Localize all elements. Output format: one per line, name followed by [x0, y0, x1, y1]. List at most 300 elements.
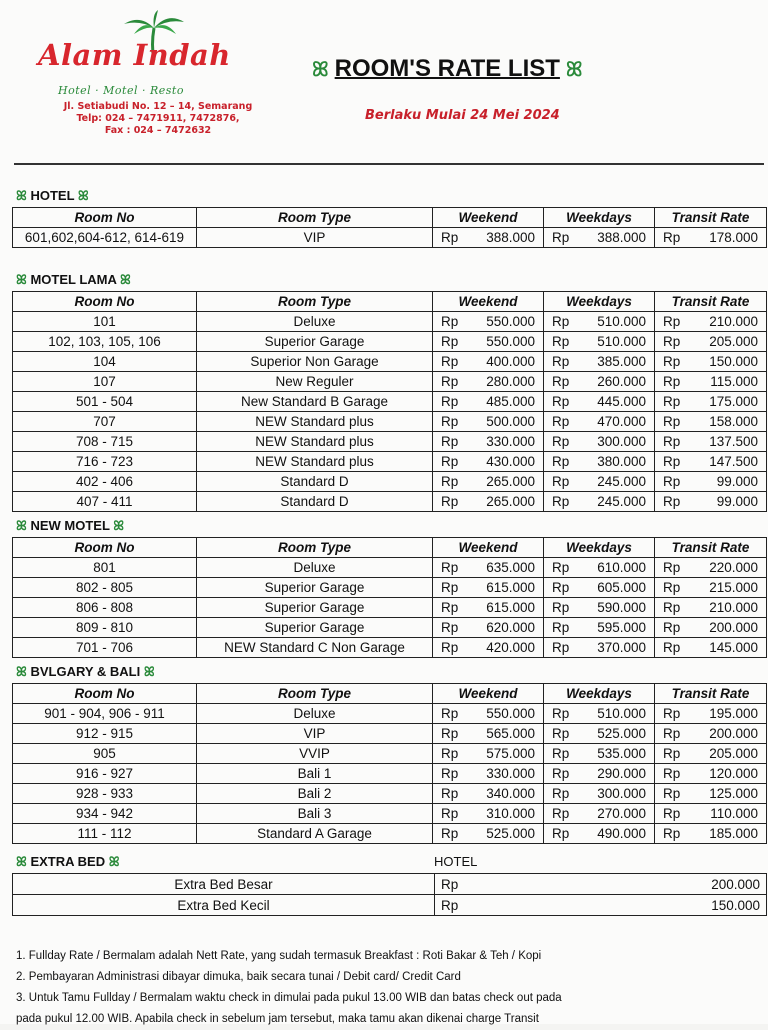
rate-transit	[655, 824, 767, 844]
rate-weekend	[433, 638, 544, 658]
rate-weekend	[433, 452, 544, 472]
ornament-icon: ꕤ	[16, 664, 27, 679]
table-header-row	[13, 684, 767, 704]
ornament-icon: ꕤ	[120, 272, 131, 287]
rate-transit	[655, 598, 767, 618]
rate-weekdays	[544, 432, 655, 452]
rate-weekend	[433, 558, 544, 578]
room-no: 701 - 706	[13, 638, 197, 658]
currency: Rp	[441, 726, 459, 741]
rate-weekend	[433, 352, 544, 372]
currency: Rp	[441, 354, 459, 369]
room-no: 111 - 112	[13, 824, 197, 844]
extra-bed-label: Extra Bed Kecil	[13, 895, 435, 916]
currency: Rp	[441, 334, 459, 349]
rate-weekend	[433, 578, 544, 598]
room-no: 802 - 805	[13, 578, 197, 598]
column-header: Room Type	[197, 292, 433, 312]
price-value: 150.000	[711, 897, 760, 913]
extra-bed-label: Extra Bed Besar	[13, 874, 435, 895]
room-no: 407 - 411	[13, 492, 197, 512]
room-type: VVIP	[197, 744, 433, 764]
ornament-icon: ꕤ	[16, 188, 27, 203]
rate-weekdays	[544, 724, 655, 744]
section-title	[16, 518, 124, 534]
price-value: 615.000	[486, 580, 535, 595]
rate-transit	[655, 784, 767, 804]
price-value: 300.000	[597, 434, 646, 449]
table-row	[13, 764, 767, 784]
rate-transit	[655, 618, 767, 638]
price-value: 210.000	[709, 600, 758, 615]
column-header: Weekdays	[544, 292, 655, 312]
price-value: 385.000	[597, 354, 646, 369]
currency: Rp	[441, 394, 459, 409]
price-value: 265.000	[486, 474, 535, 489]
rate-weekdays	[544, 228, 655, 248]
room-no: 716 - 723	[13, 452, 197, 472]
section-name: MOTEL LAMA	[30, 272, 117, 287]
price-value: 290.000	[597, 766, 646, 781]
note-line: 3. Untuk Tamu Fullday / Bermalam waktu check in dimulai pada pukul 13.00 WIB dan batas check out pada	[16, 992, 562, 1004]
extra-bed-price	[435, 874, 767, 895]
price-value: 525.000	[597, 726, 646, 741]
rate-weekend	[433, 724, 544, 744]
rate-transit	[655, 392, 767, 412]
rate-weekdays	[544, 578, 655, 598]
room-type: Superior Garage	[197, 578, 433, 598]
rate-transit	[655, 352, 767, 372]
currency: Rp	[663, 474, 681, 489]
room-no: 107	[13, 372, 197, 392]
price-value: 490.000	[597, 826, 646, 841]
currency: Rp	[552, 806, 570, 821]
currency: Rp	[552, 746, 570, 761]
column-header: Weekend	[433, 208, 544, 228]
room-no: 905	[13, 744, 197, 764]
currency: Rp	[663, 334, 681, 349]
currency: Rp	[441, 580, 459, 595]
room-type: NEW Standard plus	[197, 452, 433, 472]
rate-weekend	[433, 312, 544, 332]
rate-transit	[655, 804, 767, 824]
price-value: 310.000	[486, 806, 535, 821]
price-value: 550.000	[486, 706, 535, 721]
logo-tagline: Hotel · Motel · Resto	[58, 84, 184, 97]
room-type: VIP	[197, 724, 433, 744]
currency: Rp	[441, 786, 459, 801]
rate-transit	[655, 472, 767, 492]
room-type: Superior Garage	[197, 332, 433, 352]
room-no: 708 - 715	[13, 432, 197, 452]
column-header: Room Type	[197, 208, 433, 228]
column-header: Room Type	[197, 538, 433, 558]
currency: Rp	[441, 560, 459, 575]
column-header: Room No	[13, 208, 197, 228]
phone-line: Telp: 024 – 7471911, 7472876,	[76, 113, 240, 124]
section-name: NEW MOTEL	[30, 518, 110, 533]
currency: Rp	[552, 494, 570, 509]
column-header: Weekdays	[544, 684, 655, 704]
room-no: 806 - 808	[13, 598, 197, 618]
currency: Rp	[663, 706, 681, 721]
column-header: Transit Rate	[655, 684, 767, 704]
ornament-icon: ꕤ	[16, 854, 27, 869]
room-no: 809 - 810	[13, 618, 197, 638]
ornament-icon: ꕤ	[108, 854, 120, 869]
price-value: 565.000	[486, 726, 535, 741]
room-type: New Standard B Garage	[197, 392, 433, 412]
price-value: 150.000	[709, 354, 758, 369]
currency: Rp	[441, 494, 459, 509]
column-header: Weekend	[433, 292, 544, 312]
rate-weekend	[433, 332, 544, 352]
note-line: 1. Fullday Rate / Bermalam adalah Nett Rate, yang sudah termasuk Breakfast : Roti Bakar & Teh / Kopi	[16, 950, 542, 962]
header	[0, 0, 768, 168]
price-value: 158.000	[709, 414, 758, 429]
price-value: 115.000	[710, 374, 758, 389]
logo-name: Alam Indah	[38, 38, 231, 72]
ornament-icon: ꕤ	[143, 664, 155, 679]
rate-transit	[655, 432, 767, 452]
currency: Rp	[663, 580, 681, 595]
price-value: 635.000	[486, 560, 535, 575]
rate-weekdays	[544, 558, 655, 578]
room-type: NEW Standard plus	[197, 412, 433, 432]
price-value: 615.000	[486, 600, 535, 615]
currency: Rp	[552, 580, 570, 595]
column-header: Weekend	[433, 538, 544, 558]
price-value: 445.000	[597, 394, 646, 409]
rate-transit	[655, 412, 767, 432]
rate-weekdays	[544, 784, 655, 804]
price-value: 595.000	[597, 620, 646, 635]
room-no: 601,602,604-612, 614-619	[13, 228, 197, 248]
currency: Rp	[663, 434, 681, 449]
room-type: Deluxe	[197, 312, 433, 332]
price-value: 510.000	[597, 334, 646, 349]
rate-weekdays	[544, 704, 655, 724]
rate-weekdays	[544, 452, 655, 472]
rate-transit	[655, 312, 767, 332]
rate-weekend	[433, 784, 544, 804]
price-value: 370.000	[597, 640, 646, 655]
price-value: 500.000	[486, 414, 535, 429]
rate-table	[12, 291, 767, 512]
price-value: 265.000	[486, 494, 535, 509]
rate-weekdays	[544, 312, 655, 332]
currency: Rp	[441, 826, 459, 841]
room-no: 101	[13, 312, 197, 332]
rate-transit	[655, 228, 767, 248]
price-value: 510.000	[597, 706, 646, 721]
divider	[14, 163, 764, 165]
price-value: 340.000	[486, 786, 535, 801]
rate-weekdays	[544, 332, 655, 352]
currency: Rp	[663, 314, 681, 329]
currency: Rp	[663, 374, 681, 389]
section-title	[16, 188, 89, 204]
rate-weekdays	[544, 804, 655, 824]
price-value: 388.000	[486, 230, 535, 245]
extra-bed-price	[435, 895, 767, 916]
currency: Rp	[663, 746, 681, 761]
rate-weekend	[433, 228, 544, 248]
price-value: 175.000	[709, 394, 758, 409]
table-row	[13, 578, 767, 598]
price-value: 590.000	[597, 600, 646, 615]
price-value: 210.000	[709, 314, 758, 329]
currency: Rp	[663, 230, 681, 245]
price-value: 99.000	[716, 474, 758, 489]
table-row	[13, 618, 767, 638]
price-value: 120.000	[709, 766, 758, 781]
rate-transit	[655, 724, 767, 744]
price-value: 380.000	[597, 454, 646, 469]
table-row	[13, 352, 767, 372]
rate-transit	[655, 578, 767, 598]
currency: Rp	[552, 620, 570, 635]
price-value: 388.000	[597, 230, 646, 245]
section-title-extra-bed	[16, 854, 120, 870]
table-header-row	[13, 538, 767, 558]
section-name: EXTRA BED	[30, 854, 106, 869]
currency: Rp	[552, 394, 570, 409]
room-type: Superior Non Garage	[197, 352, 433, 372]
rate-weekend	[433, 492, 544, 512]
room-no: 501 - 504	[13, 392, 197, 412]
rate-weekend	[433, 372, 544, 392]
rate-transit	[655, 764, 767, 784]
room-no: 801	[13, 558, 197, 578]
rate-weekdays	[544, 492, 655, 512]
price-value: 610.000	[597, 560, 646, 575]
address-line: Jl. Setiabudi No. 12 – 14, Semarang	[63, 101, 253, 112]
table-row	[13, 372, 767, 392]
currency: Rp	[552, 334, 570, 349]
currency: Rp	[441, 314, 459, 329]
column-header: Weekend	[433, 684, 544, 704]
price-value: 145.000	[709, 640, 758, 655]
ornament-icon: ꕤ	[16, 272, 27, 287]
room-type: Deluxe	[197, 558, 433, 578]
price-value: 200.000	[709, 726, 758, 741]
room-no: 928 - 933	[13, 784, 197, 804]
price-value: 200.000	[711, 876, 760, 892]
price-value: 510.000	[597, 314, 646, 329]
currency: Rp	[552, 706, 570, 721]
price-value: 178.000	[709, 230, 758, 245]
table-row	[13, 724, 767, 744]
price-value: 245.000	[597, 474, 646, 489]
table-row	[13, 312, 767, 332]
rate-table	[12, 207, 767, 248]
price-value: 205.000	[709, 746, 758, 761]
room-type: NEW Standard C Non Garage	[197, 638, 433, 658]
table-header-row	[13, 292, 767, 312]
valid-from: Berlaku Mulai 24 Mei 2024	[365, 108, 560, 123]
table-row	[13, 558, 767, 578]
column-header: Transit Rate	[655, 208, 767, 228]
currency: Rp	[663, 826, 681, 841]
extra-bed-column: HOTEL	[434, 854, 478, 869]
rate-transit	[655, 744, 767, 764]
price-value: 420.000	[486, 640, 535, 655]
rate-weekdays	[544, 472, 655, 492]
extra-bed-table	[12, 873, 767, 916]
room-type: Standard D	[197, 472, 433, 492]
currency: Rp	[552, 374, 570, 389]
rate-weekdays	[544, 392, 655, 412]
price-value: 125.000	[709, 786, 758, 801]
table-row	[13, 228, 767, 248]
currency: Rp	[441, 230, 459, 245]
currency: Rp	[441, 600, 459, 615]
currency: Rp	[663, 354, 681, 369]
table-row	[13, 704, 767, 724]
currency: Rp	[663, 786, 681, 801]
price-value: 485.000	[486, 394, 535, 409]
rate-weekdays	[544, 824, 655, 844]
currency: Rp	[552, 826, 570, 841]
currency: Rp	[441, 640, 459, 655]
room-no: 916 - 927	[13, 764, 197, 784]
column-header: Transit Rate	[655, 538, 767, 558]
price-value: 110.000	[710, 806, 758, 821]
rate-weekend	[433, 392, 544, 412]
price-value: 330.000	[486, 434, 535, 449]
column-header: Weekdays	[544, 208, 655, 228]
price-value: 260.000	[597, 374, 646, 389]
table-row	[13, 412, 767, 432]
price-value: 525.000	[486, 826, 535, 841]
currency: Rp	[663, 726, 681, 741]
section-title	[16, 664, 155, 680]
currency: Rp	[552, 726, 570, 741]
table-row	[13, 598, 767, 618]
room-type: Superior Garage	[197, 598, 433, 618]
currency: Rp	[552, 640, 570, 655]
table-row	[13, 824, 767, 844]
price-value: 280.000	[486, 374, 535, 389]
rate-table	[12, 537, 767, 658]
currency: Rp	[663, 494, 681, 509]
rate-weekdays	[544, 372, 655, 392]
table-row	[13, 392, 767, 412]
currency: Rp	[441, 414, 459, 429]
rate-weekend	[433, 432, 544, 452]
currency: Rp	[663, 454, 681, 469]
room-no: 934 - 942	[13, 804, 197, 824]
ornament-icon: ꕤ	[16, 518, 27, 533]
rate-weekdays	[544, 764, 655, 784]
address-block	[48, 101, 268, 137]
rate-transit	[655, 558, 767, 578]
room-type: Bali 3	[197, 804, 433, 824]
price-value: 550.000	[486, 334, 535, 349]
currency: Rp	[663, 806, 681, 821]
rate-transit	[655, 638, 767, 658]
room-type: NEW Standard plus	[197, 432, 433, 452]
rate-weekend	[433, 824, 544, 844]
table-row	[13, 784, 767, 804]
currency: Rp	[552, 434, 570, 449]
table-row	[13, 452, 767, 472]
table-row	[13, 332, 767, 352]
room-type: Superior Garage	[197, 618, 433, 638]
rate-transit	[655, 492, 767, 512]
room-no: 104	[13, 352, 197, 372]
currency: Rp	[441, 706, 459, 721]
room-no: 102, 103, 105, 106	[13, 332, 197, 352]
price-value: 535.000	[597, 746, 646, 761]
price-value: 430.000	[486, 454, 535, 469]
currency: Rp	[441, 806, 459, 821]
price-value: 215.000	[709, 580, 758, 595]
price-value: 147.500	[709, 454, 758, 469]
price-value: 270.000	[597, 806, 646, 821]
table-row	[13, 492, 767, 512]
room-no: 912 - 915	[13, 724, 197, 744]
price-value: 620.000	[486, 620, 535, 635]
room-no: 402 - 406	[13, 472, 197, 492]
ornament-icon: ꕤ	[312, 59, 329, 81]
price-value: 245.000	[597, 494, 646, 509]
table-row	[13, 874, 767, 895]
rate-weekdays	[544, 352, 655, 372]
rate-transit	[655, 372, 767, 392]
room-type: Standard A Garage	[197, 824, 433, 844]
rate-weekend	[433, 704, 544, 724]
table-row	[13, 804, 767, 824]
room-type: VIP	[197, 228, 433, 248]
rate-weekend	[433, 764, 544, 784]
price-value: 200.000	[709, 620, 758, 635]
currency: Rp	[552, 314, 570, 329]
ornament-icon: ꕤ	[113, 518, 125, 533]
currency: Rp	[552, 414, 570, 429]
column-header: Room Type	[197, 684, 433, 704]
price-value: 575.000	[486, 746, 535, 761]
currency: Rp	[441, 454, 459, 469]
currency: Rp	[552, 230, 570, 245]
column-header: Room No	[13, 684, 197, 704]
price-value: 470.000	[597, 414, 646, 429]
room-type: Bali 2	[197, 784, 433, 804]
price-value: 137.500	[709, 434, 758, 449]
rate-table	[12, 683, 767, 844]
currency: Rp	[441, 620, 459, 635]
rate-weekdays	[544, 638, 655, 658]
currency: Rp	[552, 786, 570, 801]
price-value: 220.000	[709, 560, 758, 575]
page-title: ROOM'S RATE LIST	[334, 55, 560, 82]
room-type: New Reguler	[197, 372, 433, 392]
table-row	[13, 744, 767, 764]
fax-line: Fax : 024 – 7472632	[104, 125, 212, 136]
price-value: 205.000	[709, 334, 758, 349]
table-header-row	[13, 208, 767, 228]
room-no: 707	[13, 412, 197, 432]
rate-transit	[655, 704, 767, 724]
section-name: HOTEL	[30, 188, 75, 203]
currency: Rp	[552, 454, 570, 469]
currency: Rp	[441, 374, 459, 389]
price-value: 195.000	[709, 706, 758, 721]
currency: Rp	[552, 354, 570, 369]
rate-weekdays	[544, 412, 655, 432]
notes	[16, 946, 756, 1030]
